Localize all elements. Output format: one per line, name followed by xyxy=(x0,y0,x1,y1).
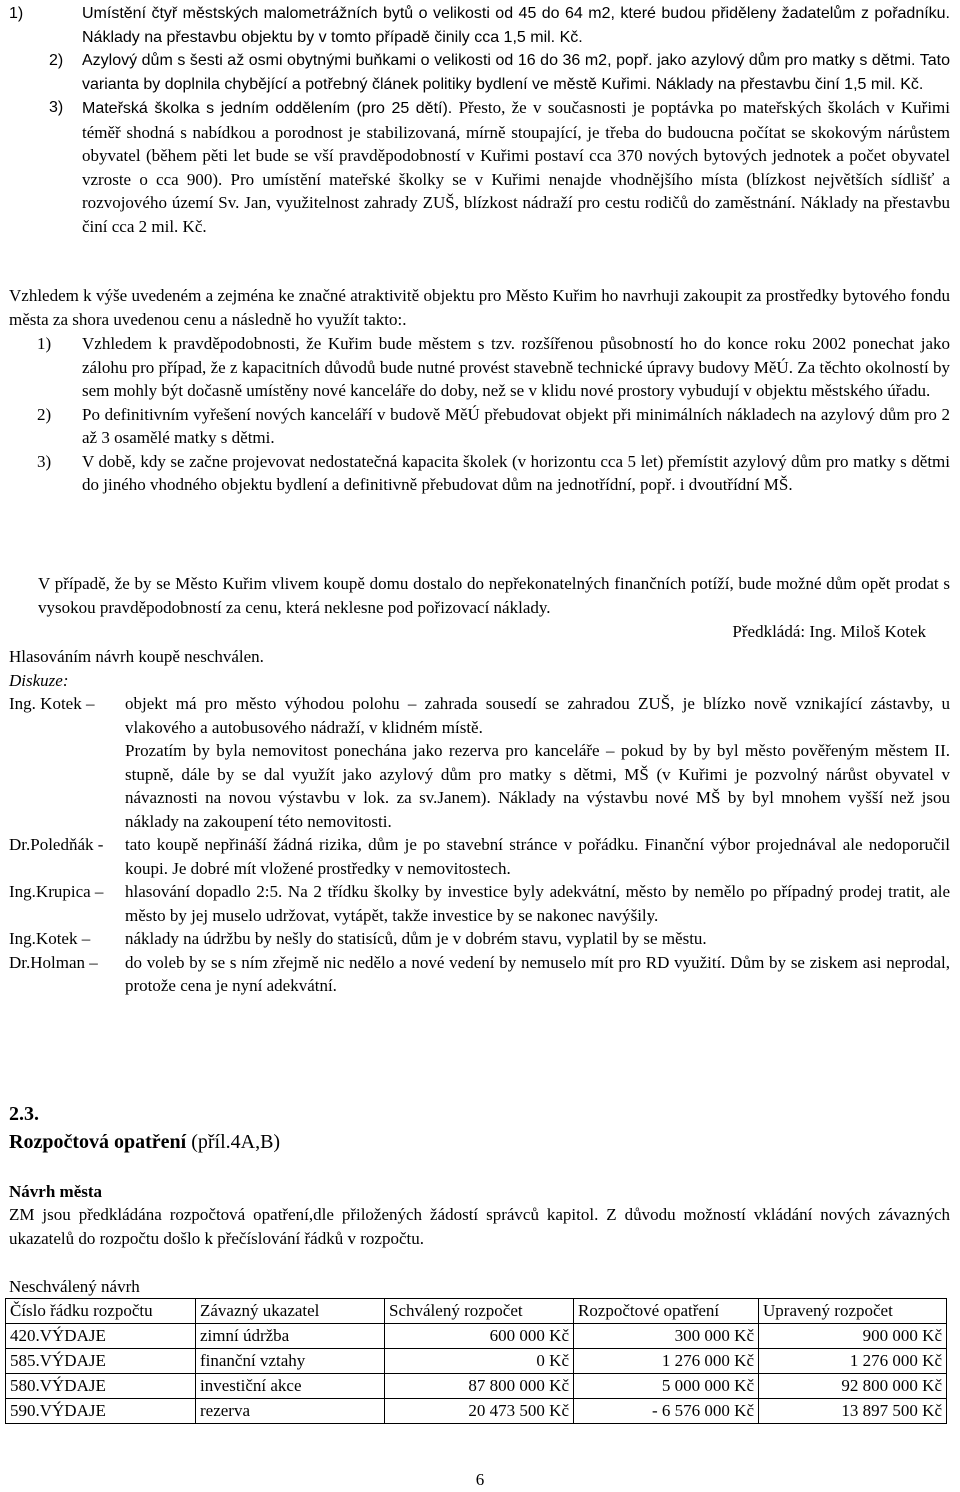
list-text: Mateřská školka s jedním oddělením (pro 25 dětí). xyxy=(82,100,453,117)
list-text: Umístění čtyř městských malometrážních bytů o velikosti od 45 do 64 m2, které budou přiděleny žadatelům z pořadníku. Náklady na přestavbu objektu by v tomto případě činily cca 1,5 mil. Kč. xyxy=(82,5,950,46)
statement: náklady na údržbu by nešly do statisíců, dům je v dobrém stavu, vyplatil by se městu. xyxy=(125,929,707,948)
table-row xyxy=(6,1374,947,1399)
speaker: Ing. Kotek – xyxy=(9,694,95,713)
list-item xyxy=(9,2,950,49)
column-header: Rozpočtové opatření xyxy=(574,1299,759,1324)
usage-list xyxy=(9,332,950,497)
section-title-rest: (příl.4A,B) xyxy=(186,1131,281,1153)
table-row xyxy=(6,1324,947,1349)
table-cell: 420.VÝDAJE xyxy=(6,1324,196,1349)
table-cell: 20 473 500 Kč xyxy=(385,1399,574,1424)
list-item xyxy=(9,332,950,403)
list-item xyxy=(9,96,950,238)
discussion-entry xyxy=(9,880,950,927)
speaker: Ing.Kotek – xyxy=(9,929,91,948)
list-text: Vzhledem k pravděpodobnosti, že Kuřim bude městem s tzv. rozšířenou působností ho do konce roku 2002 ponechat jako zálohu pro případ, že z kapacitních důvodů bude nutné provést stavebně technické úpravy budovy MěÚ. Za těchto okolností by sem mohly být dočasně umístěny nové kanceláře do doby, než se v klidu nové prostory vybudují v objektu městského úřadu. xyxy=(82,334,950,400)
table-cell: 1 276 000 Kč xyxy=(759,1349,947,1374)
table-cell: 0 Kč xyxy=(385,1349,574,1374)
rejected-label: Neschválený návrh xyxy=(9,1277,140,1296)
table-cell: 585.VÝDAJE xyxy=(6,1349,196,1374)
presenter: Předkládá: Ing. Miloš Kotek xyxy=(732,622,926,641)
discussion-entry xyxy=(9,692,950,739)
column-header: Závazný ukazatel xyxy=(196,1299,385,1324)
list-item xyxy=(9,450,950,497)
table-cell: 300 000 Kč xyxy=(574,1324,759,1349)
speaker: Ing.Krupica – xyxy=(9,882,104,901)
list-number: 1) xyxy=(9,5,24,22)
variants-list xyxy=(9,2,950,238)
table-row xyxy=(6,1349,947,1374)
discussion-label: Diskuze: xyxy=(9,671,69,690)
column-header: Číslo řádku rozpočtu xyxy=(6,1299,196,1324)
list-text: V době, kdy se začne projevovat nedostatečná kapacita školek (v horizontu cca 5 let) přemístit azylový dům pro matky s dětmi do jiného vhodného objektu bydlení a definitivně přebudovat dům na jednotřídní, popř. i dvoutřídní MŠ. xyxy=(82,451,950,494)
statement: do voleb by se s ním zřejmě nic nedělo a nové vedení by nemuselo mít pro RD využití. Dům by se ziskem asi neprodal, protože cena je nyní adekvátní. xyxy=(125,952,950,995)
list-text: Po definitivním vyřešení nových kanceláří v budově MěÚ přebudovat objekt při minimálních nákladech na azylový dům pro 2 až 3 osamělé matky s dětmi. xyxy=(82,404,950,447)
list-item xyxy=(9,49,950,96)
table-header-row xyxy=(6,1299,947,1324)
vote-result: Hlasováním návrh koupě neschválen. xyxy=(9,647,264,666)
list-number: 3) xyxy=(37,451,52,471)
section-title xyxy=(9,1129,950,1155)
discussion-entry xyxy=(9,951,950,998)
speaker: Dr.Poledňák - xyxy=(9,835,104,854)
risk-paragraph: V případě, že by se Město Kuřim vlivem koupě domu dostalo do nepřekonatelných finančních potíží, bude možné dům opět prodat s vysokou pravděpodobností za cenu, která neklesne pod pořizovací náklady. xyxy=(38,574,950,617)
statement-continuation: Prozatím by byla nemovitost ponechána jako rezerva pro kanceláře – pokud by by byl město pověřeným městem II. stupně, dále by se dal využít jako azylový dům pro matky s dětmi, MŠ (v Kuřimi je pozvolný nárůst obyvatel v návaznosti na novou výstavbu v lok. za sv.Janem). Náklady na výstavbu nové MŠ by byl mnohem vyšší než jsou náklady na zakoupení této nemovitosti. xyxy=(125,741,950,831)
list-item xyxy=(9,403,950,450)
list-text: Přesto, že v současnosti je poptávka po mateřských školách v Kuřimi téměř shodná s nabídkou a porodnost je stabilizovaná, mírně stoupající, je třeba do budoucna počítat se skokovým nárůstem obyvatel (během pěti let bude se vší pravděpodobností v Kuřimi postaví cca 370 nových bytových jednotek a počet obyvatel vzroste o cca 900). Pro umístění mateřské školky se v Kuřimi nenajde vhodnějšího místa (blízkost největších sídlišť a rozvojového území Sv. Jan, využitelnost zahrady ZUŠ, blízkost nádraží pro cestu rodičů do zaměstnání. Náklady na přestavbu činí cca 2 mil. Kč. xyxy=(82,98,950,236)
statement: tato koupě nepřináší žádná rizika, dům je po stavební stránce v pořádku. Finanční výbor projednával ale nedoporučil koupi. Je dobré mít vložené prostředky v nemovitostech. xyxy=(125,835,950,878)
table-cell: rezerva xyxy=(196,1399,385,1424)
table-cell: 92 800 000 Kč xyxy=(759,1374,947,1399)
column-header: Upravený rozpočet xyxy=(759,1299,947,1324)
table-cell: 87 800 000 Kč xyxy=(385,1374,574,1399)
list-number: 2) xyxy=(49,52,64,69)
statement: objekt má pro město výhodou polohu – zahrada sousedí se zahradou ZUŠ, je blízko nově vznikající zástavby, u vlakového a autobusového nádraží, v klidném místě. xyxy=(125,694,950,737)
table-cell: finanční vztahy xyxy=(196,1349,385,1374)
list-text: Azylový dům s šesti až osmi obytnými buňkami o velikosti od 16 do 36 m2, popř. jako azylový dům pro matky s dětmi. Tato varianta by doplnila chybějící a potřebný článek politiky bydlení ve městě Kuřimi. Náklady na přestavbu činí 1,5 mil. Kč. xyxy=(82,52,950,93)
table-cell: - 6 576 000 Kč xyxy=(574,1399,759,1424)
budget-table xyxy=(5,1298,947,1424)
table-cell: 5 000 000 Kč xyxy=(574,1374,759,1399)
table-cell: 590.VÝDAJE xyxy=(6,1399,196,1424)
discussion-entry xyxy=(9,833,950,880)
proposal-text: ZM jsou předkládána rozpočtová opatření,dle přiložených žádostí správců kapitol. Z důvodu možností vkládání nových závazných ukazatelů do rozpočtu došlo k přečíslování řádků v rozpočtu. xyxy=(9,1205,950,1248)
table-cell: 1 276 000 Kč xyxy=(574,1349,759,1374)
column-header: Schválený rozpočet xyxy=(385,1299,574,1324)
list-number: 1) xyxy=(37,334,52,353)
discussion xyxy=(9,692,950,998)
table-cell: 13 897 500 Kč xyxy=(759,1399,947,1424)
table-cell: 580.VÝDAJE xyxy=(6,1374,196,1399)
list-number: 2) xyxy=(37,404,52,424)
table-cell: zimní údržba xyxy=(196,1324,385,1349)
intro-paragraph: Vzhledem k výše uvedeném a zejména ke značné atraktivitě objektu pro Město Kuřim ho navrhuji zakoupit za prostředky bytového fondu města za shora uvedenou cenu a následně ho využít takto:. xyxy=(9,286,950,329)
speaker: Dr.Holman – xyxy=(9,952,98,972)
section-number: 2.3. xyxy=(9,1103,39,1125)
discussion-entry xyxy=(9,927,950,951)
statement: hlasování dopadlo 2:5. Na 2 třídku školky by investice byly adekvátní, město by nemělo po případný prodej tratit, ale město by jej muselo udržovat, vytápět, takže investice by se nakonec navýšily. xyxy=(125,882,950,925)
section-title-bold: Rozpočtová opatření xyxy=(9,1131,187,1153)
page-number: 6 xyxy=(475,1470,485,1489)
proposal-label: Návrh města xyxy=(9,1182,103,1201)
table-cell: investiční akce xyxy=(196,1374,385,1399)
table-cell: 900 000 Kč xyxy=(759,1324,947,1349)
list-number: 3) xyxy=(49,99,64,116)
table-row xyxy=(6,1399,947,1424)
table-cell: 600 000 Kč xyxy=(385,1324,574,1349)
